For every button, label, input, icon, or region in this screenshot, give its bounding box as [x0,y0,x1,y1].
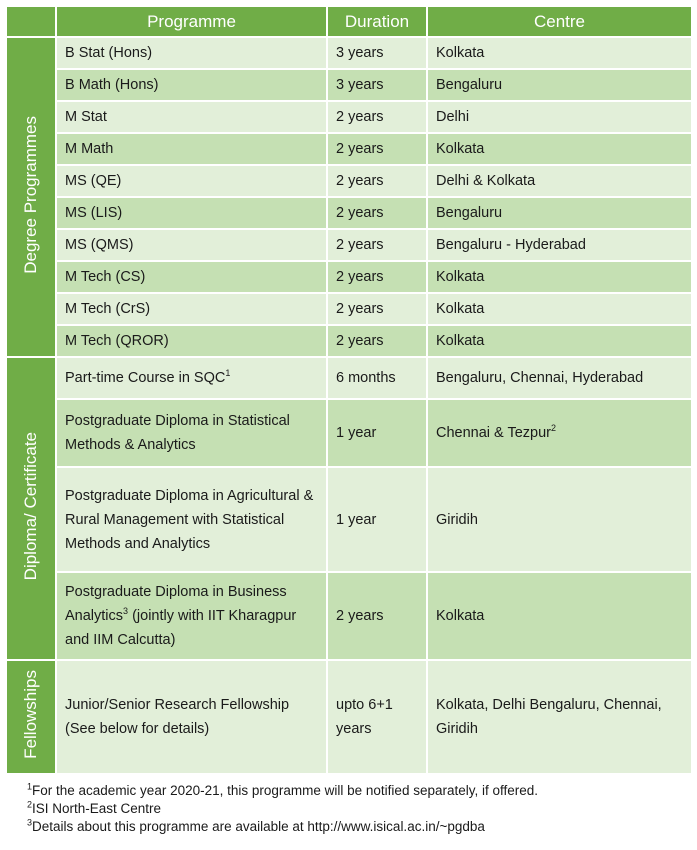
duration-cell: upto 6+1 years [327,660,427,774]
table-row [6,69,692,101]
programme-cell: B Stat (Hons) [56,37,327,69]
table-row [6,357,692,399]
centre-cell: Kolkata [427,37,692,69]
duration-cell: 1 year [327,467,427,572]
programme-cell: B Math (Hons) [56,69,327,101]
duration-cell: 3 years [327,69,427,101]
table-row [6,37,692,69]
table-row [6,101,692,133]
header-corner [6,6,56,37]
duration-cell: 2 years [327,101,427,133]
table-row [6,325,692,357]
programme-cell: Postgraduate Diploma in Statistical Methods & Analytics [56,399,327,467]
duration-cell: 2 years [327,261,427,293]
programme-cell: M Tech (CrS) [56,293,327,325]
footnote-1: $^1$For the academic year 2020-21, this programme will be notified separately, if offered. [27,781,539,798]
centre-cell: Kolkata, Delhi Bengaluru, Chennai, Giridih [427,660,692,774]
centre-cell: Kolkata [427,261,692,293]
table-row [6,165,692,197]
centre-cell: Bengaluru [427,69,692,101]
programme-cell: Postgraduate Diploma in Agricultural & Rural Management with Statistical Methods and Analytics [56,467,327,572]
group-label-fellowships: Fellowships [6,660,56,774]
table-row [6,133,692,165]
programme-cell: M Tech (QROR) [56,325,327,357]
table-row [6,660,692,774]
footnotes [27,782,538,836]
table-row [6,467,692,572]
footnote-ref: 1 [225,368,231,379]
table-row [6,572,692,660]
footnote-ref: 3 [123,606,129,617]
table-header-row [6,6,692,37]
group-label-degree: Degree Programmes [6,37,56,357]
header-centre: Centre [427,6,692,37]
centre-cell: Kolkata [427,325,692,357]
centre-cell: Kolkata [427,133,692,165]
programme-cell: M Stat [56,101,327,133]
duration-cell: 2 years [327,229,427,261]
header-programme: Programme [56,6,327,37]
duration-cell: 2 years [327,572,427,660]
centre-cell: Giridih [427,467,692,572]
programme-cell: M Tech (CS) [56,261,327,293]
programme-cell: Postgraduate Diploma in Business Analytics$^3$ (jointly with IIT Kharagpur and IIM Calcutta) [56,572,327,660]
duration-cell: 1 year [327,399,427,467]
footnote-2: $^2$ISI North-East Centre [27,799,162,816]
centre-cell: Chennai & Tezpur$^2$ [427,399,692,467]
duration-cell: 2 years [327,165,427,197]
table-row [6,197,692,229]
table-row [6,399,692,467]
programme-cell: M Math [56,133,327,165]
programme-cell: MS (QE) [56,165,327,197]
header-duration: Duration [327,6,427,37]
programme-cell: MS (QMS) [56,229,327,261]
duration-cell: 2 years [327,133,427,165]
centre-cell: Delhi & Kolkata [427,165,692,197]
centre-cell: Bengaluru [427,197,692,229]
table-row [6,229,692,261]
centre-cell: Kolkata [427,293,692,325]
footnote-3: $^3$Details about this programme are available at http://www.isical.ac.in/~pgdba [27,817,485,834]
duration-cell: 2 years [327,197,427,229]
footnote-ref: 2 [551,423,557,434]
table-row [6,293,692,325]
duration-cell: 6 months [327,357,427,399]
duration-cell: 3 years [327,37,427,69]
group-label-diploma: Diploma/ Certificate [6,357,56,660]
programme-cell: MS (LIS) [56,197,327,229]
table-row [6,261,692,293]
centre-cell: Delhi [427,101,692,133]
duration-cell: 2 years [327,325,427,357]
programme-cell: Part-time Course in SQC$^1$ [56,357,327,399]
centre-cell: Bengaluru, Chennai, Hyderabad [427,357,692,399]
programme-table [5,5,693,775]
centre-cell: Bengaluru - Hyderabad [427,229,692,261]
duration-cell: 2 years [327,293,427,325]
centre-cell: Kolkata [427,572,692,660]
programme-cell: Junior/Senior Research Fellowship (See below for details) [56,660,327,774]
